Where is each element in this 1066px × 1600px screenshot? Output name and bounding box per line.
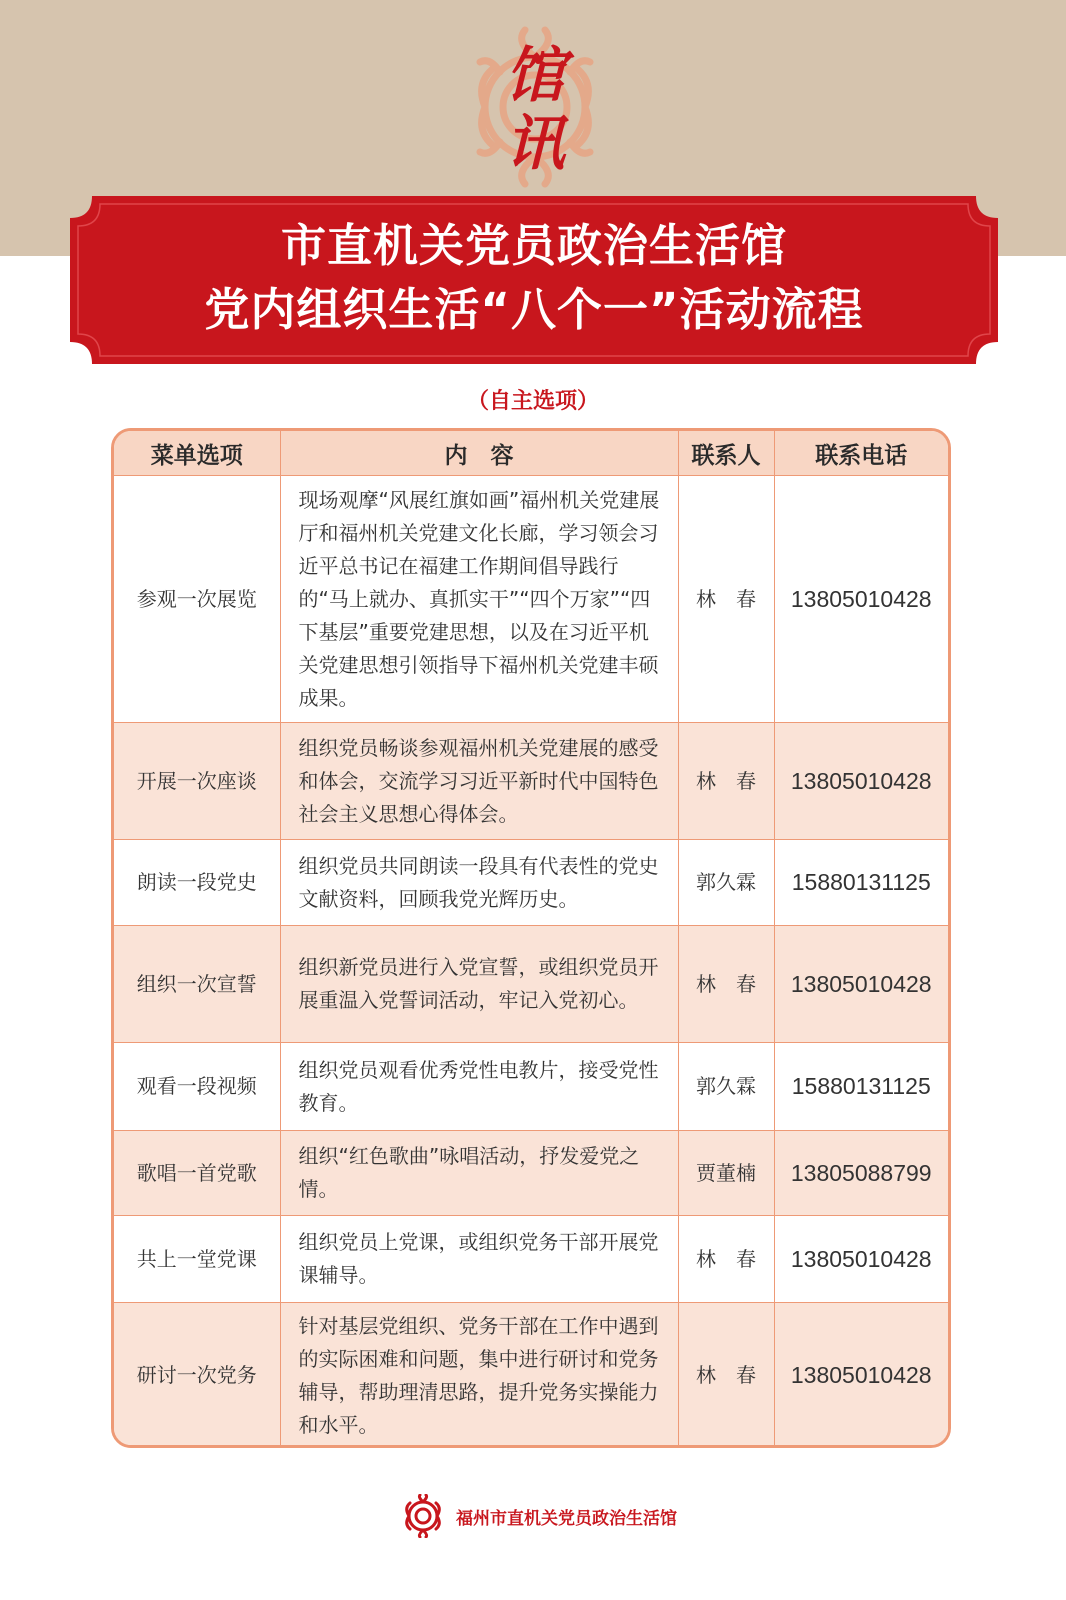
footer-logo-icon bbox=[400, 1494, 446, 1538]
header-content: 内 容 bbox=[280, 431, 678, 476]
contact-cell: 林 春 bbox=[678, 926, 774, 1043]
emblem-char-xun: 讯 bbox=[505, 109, 565, 179]
content-cell: 针对基层党组织、党务干部在工作中遇到的实际困难和问题，集中进行研讨和党务辅导，帮助理清思路，提升党务实操能力和水平。 bbox=[280, 1303, 678, 1449]
emblem-char-guan: 馆 bbox=[505, 41, 565, 111]
table-row bbox=[114, 1043, 948, 1131]
content-cell: 组织“红色歌曲”咏唱活动，抒发爱党之情。 bbox=[280, 1131, 678, 1216]
phone-cell: 13805010428 bbox=[774, 476, 948, 723]
page-title-line1: 市直机关党员政治生活馆 bbox=[280, 219, 787, 272]
emblem-logo bbox=[455, 22, 615, 192]
menu-cell: 共上一堂党课 bbox=[114, 1216, 280, 1303]
content-cell: 组织党员上党课，或组织党务干部开展党课辅导。 bbox=[280, 1216, 678, 1303]
menu-cell: 开展一次座谈 bbox=[114, 723, 280, 840]
footer-org-name: 福州市直机关党员政治生活馆 bbox=[456, 1509, 677, 1529]
header-phone: 联系电话 bbox=[774, 431, 948, 476]
header-menu: 菜单选项 bbox=[114, 431, 280, 476]
page-title-line2: 党内组织生活“八个一”活动流程 bbox=[204, 283, 864, 336]
contact-cell: 贾董楠 bbox=[678, 1131, 774, 1216]
table-row bbox=[114, 926, 948, 1043]
contact-cell: 郭久霖 bbox=[678, 1043, 774, 1131]
activity-table bbox=[114, 431, 948, 1448]
phone-cell: 13805088799 bbox=[774, 1131, 948, 1216]
table-row bbox=[114, 840, 948, 926]
table-row bbox=[114, 723, 948, 840]
contact-cell: 林 春 bbox=[678, 1216, 774, 1303]
contact-cell: 林 春 bbox=[678, 1303, 774, 1449]
content-cell: 组织党员共同朗读一段具有代表性的党史文献资料，回顾我党光辉历史。 bbox=[280, 840, 678, 926]
phone-cell: 13805010428 bbox=[774, 1303, 948, 1449]
table-header-row bbox=[114, 431, 948, 476]
header-contact: 联系人 bbox=[678, 431, 774, 476]
contact-cell: 郭久霖 bbox=[678, 840, 774, 926]
menu-cell: 研讨一次党务 bbox=[114, 1303, 280, 1449]
phone-cell: 15880131125 bbox=[774, 840, 948, 926]
activity-table-frame bbox=[111, 428, 951, 1448]
footer bbox=[400, 1494, 700, 1538]
content-cell: 组织新党员进行入党宣誓，或组织党员开展重温入党誓词活动，牢记入党初心。 bbox=[280, 926, 678, 1043]
contact-cell: 林 春 bbox=[678, 723, 774, 840]
content-cell: 组织党员畅谈参观福州机关党建展的感受和体会，交流学习习近平新时代中国特色社会主义思想心得体会。 bbox=[280, 723, 678, 840]
title-banner bbox=[70, 196, 998, 364]
menu-cell: 朗读一段党史 bbox=[114, 840, 280, 926]
phone-cell: 13805010428 bbox=[774, 926, 948, 1043]
table-row bbox=[114, 476, 948, 723]
menu-cell: 组织一次宣誓 bbox=[114, 926, 280, 1043]
table-row bbox=[114, 1216, 948, 1303]
content-cell: 现场观摩“风展红旗如画”福州机关党建展厅和福州机关党建文化长廊，学习领会习近平总书记在福建工作期间倡导践行的“马上就办、真抓实干”“四个万家”“四下基层”重要党建思想，以及在习近平机关党建思想引领指导下福州机关党建丰硕成果。 bbox=[280, 476, 678, 723]
menu-cell: 参观一次展览 bbox=[114, 476, 280, 723]
table-row bbox=[114, 1303, 948, 1449]
table-row bbox=[114, 1131, 948, 1216]
phone-cell: 13805010428 bbox=[774, 1216, 948, 1303]
phone-cell: 13805010428 bbox=[774, 723, 948, 840]
subtitle: （自主选项） bbox=[466, 389, 599, 414]
menu-cell: 歌唱一首党歌 bbox=[114, 1131, 280, 1216]
contact-cell: 林 春 bbox=[678, 476, 774, 723]
phone-cell: 15880131125 bbox=[774, 1043, 948, 1131]
content-cell: 组织党员观看优秀党性电教片，接受党性教育。 bbox=[280, 1043, 678, 1131]
menu-cell: 观看一段视频 bbox=[114, 1043, 280, 1131]
